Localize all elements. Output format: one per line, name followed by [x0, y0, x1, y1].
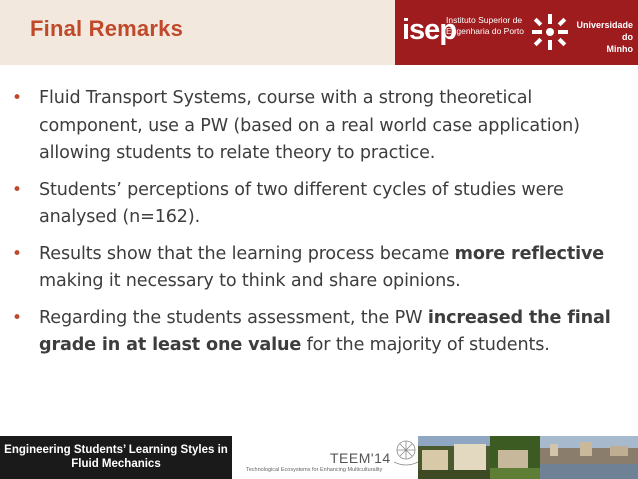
- green-campus-photo: [490, 436, 540, 479]
- bullet-text: Fluid Transport Systems, course with a strong theoretical component, use a PW (based on a real world case application) allowing students to relate theory to practice.: [39, 88, 580, 163]
- isep-name-line2: Engenharia do Porto: [446, 26, 524, 36]
- bullet-text: for the majority of students.: [301, 335, 550, 355]
- bullet-dot-icon: •: [12, 307, 22, 328]
- campus-building-photo: [418, 436, 490, 479]
- presentation-title: [0, 443, 232, 471]
- bullet-text: Regarding the students assessment, the PW: [39, 307, 428, 328]
- presentation-title-line1: Engineering Students’ Learning Styles in: [4, 444, 228, 456]
- bullet-text: Students’ perceptions of two different cycles of studies were analysed (n=162).: [39, 179, 564, 227]
- porto-river-photo: [540, 436, 638, 479]
- universidade-minho-name: [575, 19, 633, 55]
- bullet-list: [12, 85, 612, 369]
- bullet-item: [12, 177, 612, 232]
- presentation-title-box: [0, 436, 232, 479]
- isep-logo: [402, 12, 457, 48]
- presentation-title-line2: Fluid Mechanics: [71, 458, 161, 470]
- slide-title: Final Remarks: [30, 16, 184, 41]
- bullet-dot-icon: •: [12, 179, 22, 200]
- um-name-line2: Minho: [606, 44, 633, 54]
- bullet-emphasis: more reflective: [454, 243, 605, 264]
- bullet-emphasis: increased the final grade in at least one value: [39, 307, 611, 355]
- teem-decorative-emblem-icon: [392, 438, 420, 468]
- bullet-dot-icon: •: [12, 243, 22, 264]
- isep-name-line1: Instituto Superior de: [446, 15, 523, 25]
- bullet-item: [12, 85, 612, 168]
- bullet-text: making it necessary to think and share opinions.: [39, 271, 461, 291]
- um-name-line1: Universidade do: [576, 20, 633, 42]
- teem-conference-logo: TEEM'14: [330, 450, 391, 466]
- teem-conference-subtitle: Technological Ecosystems for Enhancing Multiculturality: [246, 467, 383, 473]
- universidade-minho-emblem-icon: [528, 12, 572, 52]
- bullet-item: [12, 241, 612, 296]
- isep-name: [446, 15, 526, 37]
- isep-logo-mark: isep: [402, 14, 457, 46]
- bullet-text: Results show that the learning process became: [39, 243, 455, 264]
- bullet-item: [12, 305, 612, 360]
- bullet-dot-icon: •: [12, 88, 22, 108]
